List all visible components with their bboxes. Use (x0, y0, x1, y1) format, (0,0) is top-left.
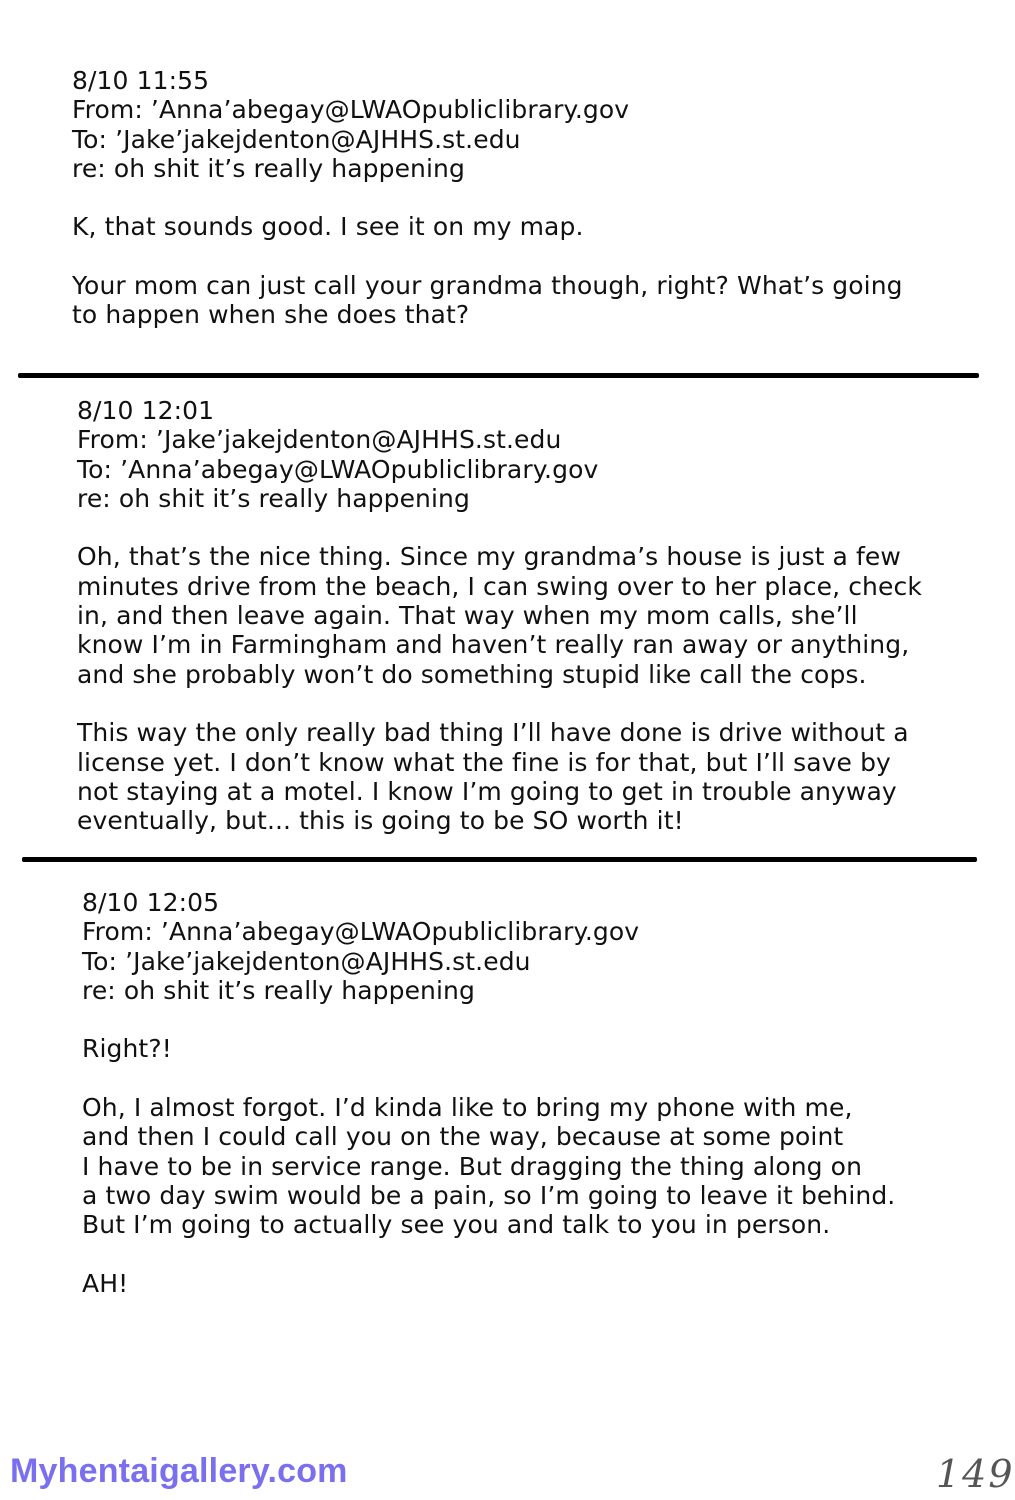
email-to: To: ’Jake’jakejdenton@AJHHS.st.edu (72, 124, 521, 154)
email-subject: re: oh shit it’s really happening (82, 975, 475, 1005)
body-line: not staying at a motel. I know I’m going to get in trouble anyway (77, 776, 897, 806)
body-line: AH! (82, 1268, 129, 1298)
page-number: 149 (936, 1452, 1015, 1496)
email-from: From: ’Anna’abegay@LWAOpubliclibrary.gov (82, 917, 640, 947)
email-paragraph (77, 542, 922, 688)
body-line: to happen when she does that? (72, 300, 470, 330)
body-line: Right?! (82, 1034, 172, 1064)
email-paragraph (82, 1034, 895, 1063)
email-from: From: ’Anna’abegay@LWAOpubliclibrary.gov (72, 95, 630, 125)
body-line: and then I could call you on the way, because at some point (82, 1122, 844, 1152)
watermark: Myhentaigallery.com (10, 1452, 348, 1490)
email-timestamp: 8/10 11:55 (72, 66, 210, 95)
body-line: a two day swim would be a pain, so I’m going to leave it behind. (82, 1180, 896, 1210)
email-paragraph (72, 212, 903, 241)
body-line: license yet. I don’t know what the fine is for that, but I’ll save by (77, 747, 891, 777)
divider-line (22, 857, 977, 862)
body-line: in, and then leave again. That way when my mom calls, she’ll (77, 601, 858, 631)
email-to: To: ’Anna’abegay@LWAOpubliclibrary.gov (77, 454, 599, 484)
email-timestamp: 8/10 12:01 (77, 396, 215, 425)
email-paragraph (77, 718, 922, 835)
body-line: This way the only really bad thing I’ll have done is drive without a (77, 718, 909, 748)
body-line: minutes drive from the beach, I can swing over to her place, check (77, 571, 922, 601)
body-line: and she probably won’t do something stupid like call the cops. (77, 659, 867, 689)
body-line: Oh, I almost forgot. I’d kinda like to bring my phone with me, (82, 1093, 853, 1123)
body-line: Your mom can just call your grandma though, right? What’s going (72, 271, 903, 301)
email-subject: re: oh shit it’s really happening (72, 153, 465, 183)
body-line: I have to be in service range. But dragging the thing along on (82, 1151, 863, 1181)
body-line: Oh, that’s the nice thing. Since my grandma’s house is just a few (77, 542, 901, 572)
email-paragraph (72, 271, 903, 330)
email-paragraph (82, 1269, 895, 1298)
email-message (77, 396, 922, 835)
email-subject: re: oh shit it’s really happening (77, 483, 470, 513)
email-timestamp: 8/10 12:05 (82, 888, 220, 917)
divider-line (18, 373, 979, 378)
email-paragraph (82, 1093, 895, 1239)
email-from: From: ’Jake’jakejdenton@AJHHS.st.edu (77, 425, 562, 455)
body-line: eventually, but... this is going to be SO worth it! (77, 806, 684, 836)
email-message (72, 66, 903, 330)
email-to: To: ’Jake’jakejdenton@AJHHS.st.edu (82, 946, 531, 976)
body-line: But I’m going to actually see you and talk to you in person. (82, 1210, 831, 1240)
body-line: K, that sounds good. I see it on my map. (72, 212, 584, 242)
body-line: know I’m in Farmingham and haven’t really ran away or anything, (77, 630, 910, 660)
email-message (82, 888, 895, 1298)
